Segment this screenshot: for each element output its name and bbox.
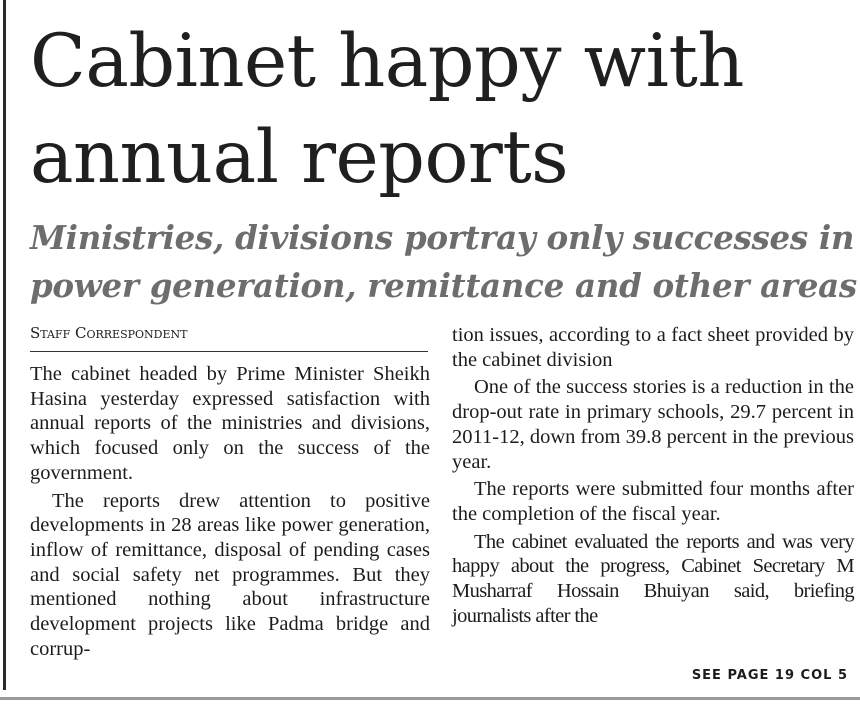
subheadline: Ministries, divisions portray only successes in power generation, remittance and other areas xyxy=(30,218,857,305)
paragraph-evaluated: The cabinet evaluated the reports and was very happy about the progress, Cabinet Secretary M Musharraf Hossain Bhuiyan said, briefing journalists after the xyxy=(452,530,854,627)
paragraph-lead: The cabinet headed by Prime Minister Sheikh Hasina yesterday expressed satisfaction with annual reports of the ministries and divisions, which focused only on the success of the government. xyxy=(30,363,430,484)
continued-on-page-link[interactable]: SEE PAGE 19 COL 5 xyxy=(691,668,848,683)
article-column-1 xyxy=(30,362,430,664)
byline-divider xyxy=(30,351,428,352)
paragraph-developments: The reports drew attention to positive developments in 28 areas like power generation, inflow of remittance, disposal of pending cases and social safety net programmes. But they mentioned nothing about infrastructure development projects like Padma bridge and corrup- xyxy=(30,489,430,660)
paragraph-submitted: The reports were submitted four months after the completion of the fiscal year. xyxy=(452,478,854,525)
bottom-page-rule xyxy=(0,697,860,700)
paragraph-continuation: tion issues, according to a fact sheet provided by the cabinet division xyxy=(452,324,854,371)
byline: Staff Correspondent xyxy=(30,324,188,342)
paragraph-dropout: One of the success stories is a reduction in the drop-out rate in primary schools, 29.7 percent in 2011-12, down from 39.8 percent in the previous year. xyxy=(452,376,854,473)
article-column-2 xyxy=(452,323,854,631)
headline: Cabinet happy with annual reports xyxy=(30,19,744,200)
left-column-rule xyxy=(3,0,6,690)
